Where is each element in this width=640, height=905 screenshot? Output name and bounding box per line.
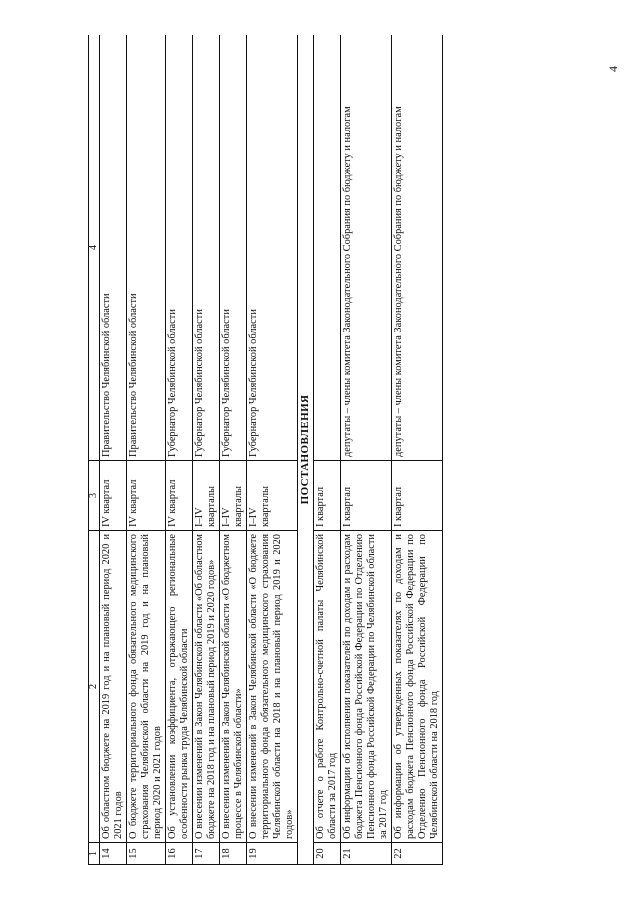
row-period: IV квартал <box>127 461 166 531</box>
row-period: IV квартал <box>166 461 193 531</box>
table-row <box>392 35 443 865</box>
table-row <box>193 35 220 865</box>
row-responsible: Губернатор Челябинской области <box>166 35 193 461</box>
row-period: I–IV кварталы <box>247 461 298 531</box>
row-period: I квартал <box>314 461 341 531</box>
header-cell: 2 <box>89 531 100 843</box>
row-number: 19 <box>247 843 298 865</box>
row-title: О бюджете территориального фонда обязательного медицинского страхования Челябинской области на 2019 год и на плановый период 2020 и 2021 годов <box>127 531 166 843</box>
row-title: Об отчете о работе Контрольно-счетной палаты Челябинской области за 2017 год <box>314 531 341 843</box>
row-responsible: депутаты – члены комитета Законодательного Собрания по бюджету и налогам <box>392 35 443 461</box>
row-responsible: Правительство Челябинской области <box>127 35 166 461</box>
page-number: 4 <box>606 66 620 72</box>
row-number: 20 <box>314 843 341 865</box>
row-title: Об областном бюджете на 2019 год и на плановый период 2020 и 2021 годов <box>100 531 127 843</box>
table-row <box>341 35 392 865</box>
row-period: I квартал <box>392 461 443 531</box>
row-number: 14 <box>100 843 127 865</box>
row-number: 15 <box>127 843 166 865</box>
row-period: IV квартал <box>100 461 127 531</box>
row-responsible: Губернатор Челябинской области <box>220 35 247 461</box>
table-row <box>166 35 193 865</box>
rotated-table-container <box>88 35 486 865</box>
row-number: 22 <box>392 843 443 865</box>
table-row <box>127 35 166 865</box>
row-title: О внесении изменений в Закон Челябинской области «Об областном бюджете на 2018 год и на плановый период 2019 и 2020 годов» <box>193 531 220 843</box>
row-number: 18 <box>220 843 247 865</box>
row-number: 21 <box>341 843 392 865</box>
plan-table <box>88 35 443 865</box>
row-title: Об информации об утвержденных показателях по доходам и расходам бюджета Пенсионного фонда Российской Федерации по Отделению Пенсионного фонда Российской Федерации по Челябинской области на 2018 год <box>392 531 443 843</box>
row-title: Об установлении коэффициента, отражающего региональные особенности рынка труда Челябинской области <box>166 531 193 843</box>
table-row <box>220 35 247 865</box>
row-period: I квартал <box>341 461 392 531</box>
row-responsible: Губернатор Челябинской области <box>247 35 298 461</box>
table-row <box>100 35 127 865</box>
row-title: Об информации об исполнении показателей по доходам и расходам бюджета Пенсионного фонда Российской Федерации по Отделению Пенсионного фонда Российской Федерации по Челябинской области за 2017 год <box>341 531 392 843</box>
row-period: I–IV кварталы <box>193 461 220 531</box>
row-responsible <box>314 35 341 461</box>
row-number: 16 <box>166 843 193 865</box>
row-title: О внесении изменений в Закон Челябинской области «О бюджете территориального фонда обязательного медицинского страхования Челябинской области на 2018 и на плановый период 2019 и 2020 годов» <box>247 531 298 843</box>
row-responsible: Правительство Челябинской области <box>100 35 127 461</box>
header-cell: 4 <box>89 35 100 461</box>
row-responsible: Губернатор Челябинской области <box>193 35 220 461</box>
row-title: О внесении изменений в Закон Челябинской области «О бюджетном процессе в Челябинской области» <box>220 531 247 843</box>
rotated-table-content <box>88 35 486 865</box>
section-title: ПОСТАНОВЛЕНИЯ <box>298 35 314 865</box>
row-period: I–IV кварталы <box>220 461 247 531</box>
row-number: 17 <box>193 843 220 865</box>
row-responsible: депутаты – члены комитета Законодательного Собрания по бюджету и налогам <box>341 35 392 461</box>
table-header-row <box>89 35 100 865</box>
table-row <box>314 35 341 865</box>
header-cell: 3 <box>89 461 100 531</box>
header-cell: 1 <box>89 843 100 865</box>
table-row <box>247 35 298 865</box>
section-row <box>298 35 314 865</box>
